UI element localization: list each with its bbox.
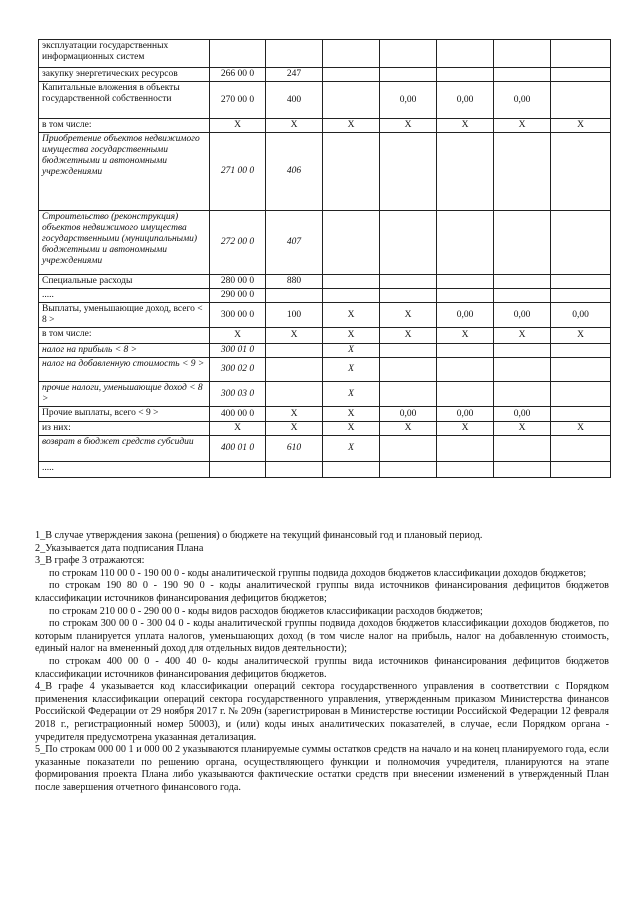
row-label: налог на прибыль < 8 > — [39, 344, 210, 358]
row-amount-cell — [380, 211, 437, 275]
row-amount-cell: X — [437, 422, 494, 436]
row-kosgu: 610 — [266, 436, 323, 462]
row-amount-cell — [380, 68, 437, 82]
row-amount-cell: X — [323, 358, 380, 382]
table-body — [39, 40, 611, 478]
row-amount-cell: X — [323, 328, 380, 344]
row-label: закупку энергетических ресурсов — [39, 68, 210, 82]
row-amount-cell — [551, 68, 611, 82]
row-amount-cell: 0,00 — [437, 407, 494, 422]
row-label: Выплаты, уменьшающие доход, всего < 8 > — [39, 303, 210, 328]
row-amount-cell — [380, 436, 437, 462]
row-amount-cell: 0,00 — [380, 82, 437, 119]
row-kosgu: 100 — [266, 303, 323, 328]
row-kosgu: 406 — [266, 133, 323, 211]
table-row — [39, 303, 611, 328]
row-amount-cell — [437, 358, 494, 382]
row-amount-cell — [323, 289, 380, 303]
row-amount-cell — [494, 40, 551, 68]
row-amount-cell — [437, 436, 494, 462]
row-amount-cell — [551, 382, 611, 407]
row-code: X — [210, 119, 266, 133]
row-amount-cell: X — [380, 303, 437, 328]
plan-table — [38, 39, 611, 478]
row-label: ..... — [39, 289, 210, 303]
row-amount-cell: X — [323, 303, 380, 328]
row-amount-cell — [380, 133, 437, 211]
table-row — [39, 289, 611, 303]
table-row — [39, 344, 611, 358]
row-label: в том числе: — [39, 119, 210, 133]
row-amount-cell: X — [323, 382, 380, 407]
row-amount-cell — [437, 133, 494, 211]
row-amount-cell — [437, 382, 494, 407]
table-row — [39, 358, 611, 382]
row-amount-cell: X — [323, 407, 380, 422]
row-amount-cell — [551, 211, 611, 275]
table-row — [39, 40, 611, 68]
row-amount-cell: X — [323, 422, 380, 436]
row-amount-cell — [551, 344, 611, 358]
row-amount-cell: X — [323, 119, 380, 133]
row-amount-cell — [323, 40, 380, 68]
table-row — [39, 407, 611, 422]
table-row — [39, 462, 611, 478]
row-kosgu — [266, 382, 323, 407]
row-label: Специальные расходы — [39, 275, 210, 289]
row-code: 300 03 0 — [210, 382, 266, 407]
row-amount-cell: X — [380, 422, 437, 436]
footnote-paragraph: 5_По строкам 000 00 1 и 000 00 2 указываются планируемые суммы остатков средств на начало и на конец планируемого года, если указанные показатели по решению органа, осуществляющего функции и полномочия учредителя, планируются на этапе формирования проекта Плана либо указываются фактические остатки средств при внесении изменений в утвержденный План после завершения отчетного финансового года. — [35, 744, 609, 793]
row-kosgu — [266, 358, 323, 382]
row-code: 300 01 0 — [210, 344, 266, 358]
row-amount-cell — [494, 68, 551, 82]
table-row — [39, 68, 611, 82]
row-amount-cell: 0,00 — [494, 303, 551, 328]
row-amount-cell: X — [551, 422, 611, 436]
row-label: прочие налоги, уменьшающие доход < 8 > — [39, 382, 210, 407]
row-label: налог на добавленную стоимость < 9 > — [39, 358, 210, 382]
row-label: Строительство (реконструкция) объектов недвижимого имущества государственными (муниципальными) бюджетными и автономными учреждениями — [39, 211, 210, 275]
row-code: 290 00 0 — [210, 289, 266, 303]
row-code: 271 00 0 — [210, 133, 266, 211]
row-amount-cell — [551, 436, 611, 462]
row-label: Капитальные вложения в объекты государственной собственности — [39, 82, 210, 119]
row-amount-cell — [494, 462, 551, 478]
row-label: возврат в бюджет средств субсидии — [39, 436, 210, 462]
table-row — [39, 436, 611, 462]
row-amount-cell — [380, 344, 437, 358]
row-amount-cell — [551, 289, 611, 303]
footnote-paragraph: по строкам 110 00 0 - 190 00 0 - коды аналитической группы подвида доходов бюджетов классификации доходов бюджетов; — [49, 567, 587, 579]
footnotes — [35, 530, 609, 794]
row-amount-cell: X — [437, 328, 494, 344]
row-amount-cell — [437, 462, 494, 478]
row-amount-cell — [323, 211, 380, 275]
row-code: 300 00 0 — [210, 303, 266, 328]
row-amount-cell — [494, 344, 551, 358]
row-amount-cell — [494, 275, 551, 289]
row-code: 280 00 0 — [210, 275, 266, 289]
row-amount-cell — [437, 211, 494, 275]
table-row — [39, 422, 611, 436]
row-amount-cell — [380, 462, 437, 478]
row-amount-cell — [380, 358, 437, 382]
table-row — [39, 133, 611, 211]
row-amount-cell — [494, 382, 551, 407]
row-code: 300 02 0 — [210, 358, 266, 382]
row-amount-cell — [437, 344, 494, 358]
row-amount-cell — [551, 358, 611, 382]
row-amount-cell — [494, 289, 551, 303]
footnote-paragraph: 3_В графе 3 отражаются: — [35, 555, 145, 567]
row-kosgu: X — [266, 119, 323, 133]
footnote-paragraph: 2_Указывается дата подписания Плана — [35, 542, 204, 554]
row-amount-cell — [437, 289, 494, 303]
row-amount-cell: X — [323, 436, 380, 462]
table-row — [39, 119, 611, 133]
row-amount-cell — [323, 68, 380, 82]
row-amount-cell: X — [551, 119, 611, 133]
row-amount-cell — [380, 40, 437, 68]
row-kosgu — [266, 40, 323, 68]
row-code: X — [210, 328, 266, 344]
row-amount-cell: X — [380, 328, 437, 344]
row-amount-cell — [551, 82, 611, 119]
row-kosgu — [266, 289, 323, 303]
row-amount-cell — [551, 407, 611, 422]
row-amount-cell — [323, 275, 380, 289]
footnote-paragraph: 1_В случае утверждения закона (решения) о бюджете на текущий финансовый год и плановый период. — [35, 530, 483, 541]
row-amount-cell: 0,00 — [494, 82, 551, 119]
row-amount-cell — [551, 40, 611, 68]
row-code: 400 01 0 — [210, 436, 266, 462]
row-code: X — [210, 422, 266, 436]
row-kosgu: X — [266, 407, 323, 422]
row-amount-cell — [323, 82, 380, 119]
row-code: 272 00 0 — [210, 211, 266, 275]
row-amount-cell — [551, 133, 611, 211]
row-amount-cell — [494, 211, 551, 275]
row-amount-cell — [437, 68, 494, 82]
row-label: в том числе: — [39, 328, 210, 344]
row-amount-cell: 0,00 — [437, 303, 494, 328]
row-label: ..... — [39, 462, 210, 478]
row-amount-cell — [323, 462, 380, 478]
row-kosgu — [266, 462, 323, 478]
row-amount-cell: X — [437, 119, 494, 133]
row-label: Прочие выплаты, всего < 9 > — [39, 407, 210, 422]
table-row — [39, 82, 611, 119]
table-row — [39, 275, 611, 289]
row-amount-cell — [380, 275, 437, 289]
row-kosgu: X — [266, 328, 323, 344]
table-row — [39, 328, 611, 344]
row-amount-cell — [551, 275, 611, 289]
row-kosgu: 407 — [266, 211, 323, 275]
row-amount-cell: X — [551, 328, 611, 344]
row-amount-cell: 0,00 — [494, 407, 551, 422]
row-amount-cell — [494, 358, 551, 382]
row-label: из них: — [39, 422, 210, 436]
row-kosgu: X — [266, 422, 323, 436]
row-amount-cell — [494, 133, 551, 211]
footnote-paragraph: 4_В графе 4 указывается код классификации операций сектора государственного управления в соответствии с Порядком применения классификации операций сектора государственного управления, утвержденным приказом Министерства финансов Российской Федерации от 29 ноября 2017 г. № 209н (зарегистрирован в Министерстве юстиции Российской Федерации 12 февраля 2018 г., регистрационный номер 50003), и (или) коды иных аналитических показателей, в случае, если Порядком органа - учредителя предусмотрена указанная детализация. — [35, 681, 609, 743]
row-amount-cell: X — [494, 328, 551, 344]
row-amount-cell — [494, 436, 551, 462]
row-amount-cell: 0,00 — [551, 303, 611, 328]
row-amount-cell — [380, 382, 437, 407]
row-amount-cell — [437, 40, 494, 68]
row-kosgu — [266, 344, 323, 358]
table-row — [39, 382, 611, 407]
row-amount-cell — [323, 133, 380, 211]
row-kosgu: 880 — [266, 275, 323, 289]
footnote-paragraph: по строкам 210 00 0 - 290 00 0 - коды видов расходов бюджетов классификации расходов бюджетов; — [49, 605, 483, 617]
row-amount-cell: 0,00 — [437, 82, 494, 119]
row-amount-cell: X — [494, 422, 551, 436]
row-amount-cell — [437, 275, 494, 289]
row-code: 270 00 0 — [210, 82, 266, 119]
row-label: эксплуатации государственных информационных систем — [39, 40, 210, 68]
row-kosgu: 400 — [266, 82, 323, 119]
footnote-paragraph: по строкам 300 00 0 - 300 04 0 - коды аналитической группы подвида доходов бюджетов классификации доходов бюджетов, по которым планируется уплата налогов, уменьшающих доход (в том числе налог на прибыль, налог на добавленную стоимость, единый налог на вмененный доход для отдельных видов деятельности); — [35, 618, 609, 655]
row-amount-cell: X — [323, 344, 380, 358]
row-amount-cell: 0,00 — [380, 407, 437, 422]
footnote-paragraph: по строкам 190 80 0 - 190 90 0 - коды аналитической группы вида источников финансирования дефицитов бюджетов классификации источников финансирования дефицитов бюджетов; — [35, 580, 609, 604]
row-amount-cell: X — [380, 119, 437, 133]
row-code: 266 00 0 — [210, 68, 266, 82]
row-code: 400 00 0 — [210, 407, 266, 422]
table-row — [39, 211, 611, 275]
row-label: Приобретение объектов недвижимого имущества государственными бюджетными и автономными учреждениями — [39, 133, 210, 211]
row-code — [210, 40, 266, 68]
row-amount-cell — [380, 289, 437, 303]
row-amount-cell — [551, 462, 611, 478]
row-kosgu: 247 — [266, 68, 323, 82]
row-amount-cell: X — [494, 119, 551, 133]
footnote-paragraph: по строкам 400 00 0 - 400 40 0- коды аналитической группы вида источников финансирования дефицитов бюджетов классификации источников финансирования дефицитов бюджетов. — [35, 655, 609, 680]
row-code — [210, 462, 266, 478]
